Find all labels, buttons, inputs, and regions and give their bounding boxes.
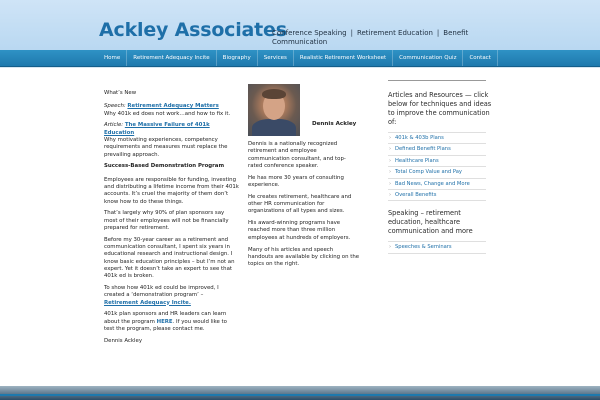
bio-paragraph: His award-winning programs have reached more than three million employees at hundreds of employers.: [248, 220, 351, 241]
speech-text: Why 401k ed does not work…and how to fix it.: [104, 110, 231, 117]
photo-shirt: [252, 119, 296, 136]
sidebar-link-total-comp[interactable]: › Total Comp Value and Pay: [388, 167, 486, 178]
bio-paragraph: Dennis is a nationally recognized retirement and employee communication consultant, and top-rated conference speaker.: [248, 141, 346, 169]
sidebar-rule: [388, 80, 486, 81]
nav-biography[interactable]: Biography: [217, 50, 258, 66]
sidebar-link-overall-benefits[interactable]: › Overall Benefits: [388, 190, 486, 201]
site-title[interactable]: Ackley Associates: [99, 19, 287, 41]
speech-label: Speech:: [104, 103, 126, 110]
bio-paragraph: Many of his articles and speech handouts are available by clicking on the topics on the right.: [248, 246, 360, 268]
sidebar-heading-articles: Articles and Resources — click below for techniques and ideas to improve the communication of:: [388, 91, 492, 126]
footer-band: [0, 386, 600, 400]
paragraph: Employees are responsible for funding, investing and distributing a lifetime income from their 401k accounts. It’s cruel the majority of them don’t know how to do these things.: [104, 176, 239, 205]
paragraph-text: To show how 401k ed could be improved, I created a ‘demonstration program’ –: [104, 285, 219, 299]
bio-paragraph: He has more 30 years of consulting experience.: [248, 174, 344, 188]
here-link[interactable]: HERE: [156, 318, 173, 325]
bio-paragraph: He creates retirement, healthcare and other HR communication for organizations of all types and sizes.: [248, 193, 352, 215]
signature: Dennis Ackley: [104, 337, 143, 344]
sidebar-link-healthcare[interactable]: › Healthcare Plans: [388, 156, 486, 167]
nav-communication-quiz[interactable]: Communication Quiz: [393, 50, 463, 66]
paragraph: Before my 30-year career as a retirement and communication consultant, I spent six years in educational research and instructional design. I know basic education principles – but I’m not an expert. Yet it doesn’t take an expert to see that 401k ed is broken.: [104, 236, 235, 280]
article-item: [104, 122, 239, 158]
tagline-item: Retirement Education: [356, 29, 433, 37]
paragraph: That’s largely why 90% of plan sponsors say most of their employees will not be financially prepared for retirement.: [104, 210, 229, 231]
nav-divider: [0, 67, 600, 68]
whats-new-heading: What’s New: [104, 90, 137, 96]
nav-services[interactable]: Services: [258, 50, 294, 66]
article-link[interactable]: The Massive Failure of 401k Education: [104, 122, 210, 136]
tagline-separator: |: [350, 29, 353, 37]
paragraph-text: . If you would like to test the program, please contact me.: [104, 318, 227, 333]
photo-caption: Dennis Ackley: [312, 121, 357, 127]
paragraph: [104, 285, 239, 307]
sidebar-link-speeches-seminars[interactable]: › Speeches & Seminars: [388, 242, 486, 253]
article-text: Why motivating experiences, competency requirements and measures must replace the prevailing approach.: [104, 136, 228, 158]
dennis-ackley-photo: [248, 84, 300, 136]
sidebar: [388, 80, 492, 260]
sidebar-heading-speaking: Speaking – retirement education, healthcare communication and more: [388, 209, 473, 236]
nav-home[interactable]: Home: [98, 50, 127, 66]
sidebar-list-speaking: [388, 241, 486, 253]
main-content: [104, 90, 239, 350]
retirement-adequacy-incite-link[interactable]: Retirement Adequacy Incite.: [104, 299, 191, 306]
nav-contact[interactable]: Contact: [463, 50, 497, 66]
paragraph: [104, 311, 239, 333]
program-heading: Success-Based Demonstration Program: [104, 163, 225, 170]
sidebar-link-defined-benefit[interactable]: › Defined Benefit Plans: [388, 144, 486, 155]
speech-link[interactable]: Retirement Adequacy Matters: [127, 103, 219, 110]
main-nav: [0, 50, 600, 67]
tagline-separator: |: [436, 29, 440, 37]
footer-line: [0, 394, 600, 396]
site-header: [0, 0, 600, 50]
speech-item: [104, 103, 239, 118]
sidebar-list-articles: [388, 132, 486, 201]
tagline-item: Conference Speaking: [272, 29, 347, 37]
paragraph-text: 401k plan sponsors and HR leaders can learn about the program: [104, 311, 227, 325]
tagline-item: Benefit Communication: [272, 29, 469, 46]
photo-hair: [262, 89, 286, 99]
article-label: Article:: [104, 122, 124, 129]
nav-retirement-adequacy-incite[interactable]: Retirement Adequacy Incite: [127, 50, 216, 66]
bio-column: [248, 141, 360, 273]
sidebar-link-bad-news[interactable]: › Bad News, Change and More: [388, 179, 486, 190]
site-tagline: [272, 29, 497, 47]
nav-realistic-retirement-worksheet[interactable]: Realistic Retirement Worksheet: [294, 50, 393, 66]
sidebar-link-401k-403b[interactable]: › 401k & 403b Plans: [388, 133, 486, 144]
